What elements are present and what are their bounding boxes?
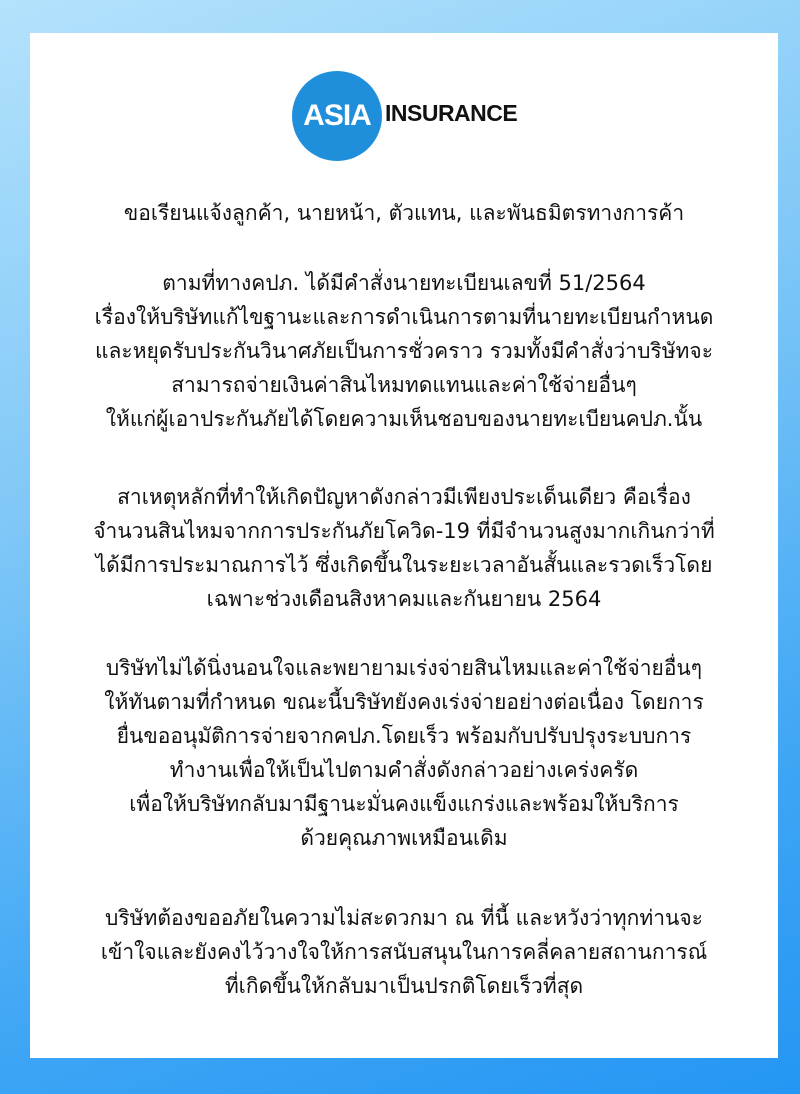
text-line: ทำงานเพื่อให้เป็นไปตามคำสั่งดังกล่าวอย่างเคร่งครัด — [169, 758, 639, 782]
logo-circle: ASIA — [292, 71, 382, 161]
paragraph-cause — [30, 480, 778, 616]
text-line: และหยุดรับประกันวินาศภัยเป็นการชั่วคราว รวมทั้งมีคำสั่งว่าบริษัทจะ — [95, 339, 713, 363]
text-line: ยื่นขออนุมัติการจ่ายจากคปภ.โดยเร็ว พร้อมกับปรับปรุงระบบการ — [116, 724, 692, 748]
text-line: บริษัทต้องขออภัยในความไม่สะดวกมา ณ ที่นี้ และหวังว่าทุกท่านจะ — [105, 906, 703, 930]
text-line: สามารถจ่ายเงินค่าสินไหมทดแทนและค่าใช้จ่ายอื่นๆ — [171, 373, 637, 397]
text-line: ตามที่ทางคปภ. ได้มีคำสั่งนายทะเบียนเลขที่ 51/2564 — [162, 271, 646, 295]
text-line: เฉพาะช่วงเดือนสิงหาคมและกันยายน 2564 — [206, 587, 602, 611]
paragraph-order — [30, 266, 778, 436]
paragraph-apology — [30, 901, 778, 1003]
text-line: บริษัทไม่ได้นิ่งนอนใจและพยายามเร่งจ่ายสินไหมและค่าใช้จ่ายอื่นๆ — [105, 656, 703, 680]
greeting — [30, 196, 778, 230]
text-line: เพื่อให้บริษัทกลับมามีฐานะมั่นคงแข็งแกร่งและพร้อมให้บริการ — [129, 792, 679, 816]
text-line: ที่เกิดขึ้นให้กลับมาเป็นปรกติโดยเร็วที่สุด — [224, 974, 584, 998]
text-line: จำนวนสินไหมจากการประกันภัยโควิด-19 ที่มีจำนวนสูงมากเกินกว่าที่ — [93, 519, 715, 543]
logo-wordmark: INSURANCE — [385, 100, 518, 126]
text-line: เรื่องให้บริษัทแก้ไขฐานะและการดำเนินการตามที่นายทะเบียนกำหนด — [94, 305, 714, 329]
text-line: ได้มีการประมาณการไว้ ซึ่งเกิดขึ้นในระยะเวลาอันสั้นและรวดเร็วโดย — [95, 553, 713, 577]
text-line: ให้แก่ผู้เอาประกันภัยได้โดยความเห็นชอบของนายทะเบียนคปภ.นั้น — [105, 407, 703, 431]
text-line: ให้ทันตามที่กำหนด ขณะนี้บริษัทยังคงเร่งจ่ายอย่างต่อเนื่อง โดยการ — [104, 690, 704, 714]
paragraph-actions — [30, 651, 778, 855]
announcement-card — [30, 33, 778, 1058]
text-line: สาเหตุหลักที่ทำให้เกิดปัญหาดังกล่าวมีเพียงประเด็นเดียว คือเรื่อง — [117, 485, 691, 509]
text-line: เข้าใจและยังคงไว้วางใจให้การสนับสนุนในการคลี่คลายสถานการณ์ — [100, 940, 708, 964]
greeting-line: ขอเรียนแจ้งลูกค้า, นายหน้า, ตัวแทน, และพันธมิตรทางการค้า — [123, 201, 685, 225]
text-line: ด้วยคุณภาพเหมือนเดิม — [300, 826, 508, 850]
